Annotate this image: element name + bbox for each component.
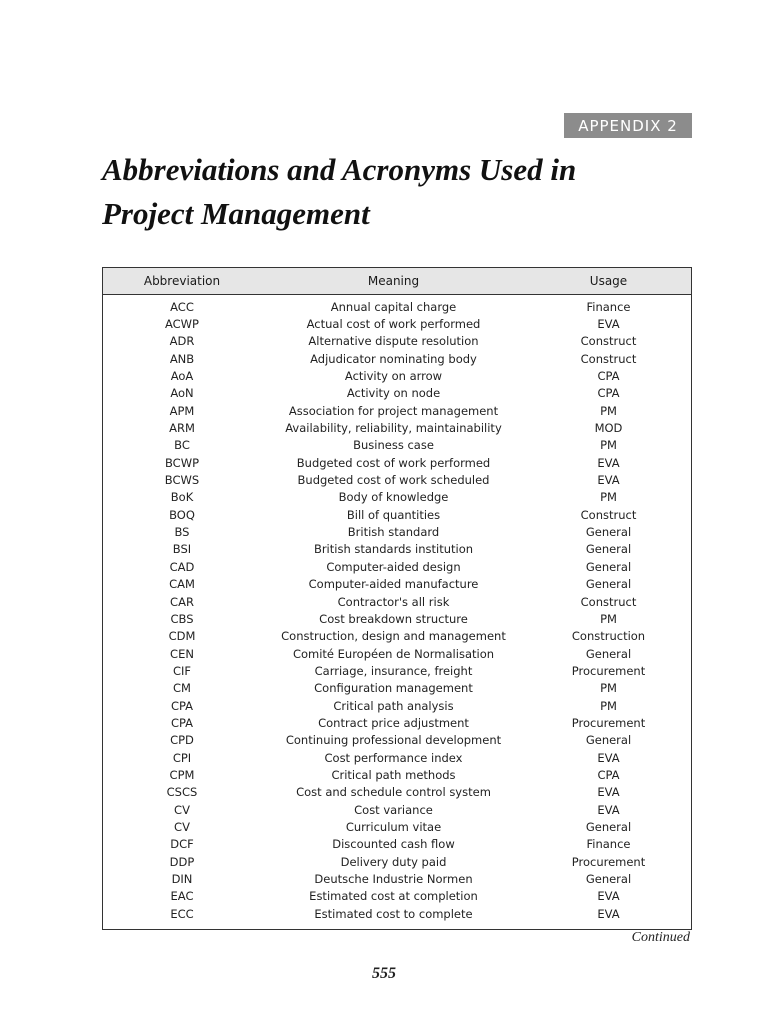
continued-label: Continued xyxy=(631,930,690,945)
table-row xyxy=(103,315,691,332)
cell-meaning: Actual cost of work performed xyxy=(306,317,481,332)
cell-meaning: British standards institution xyxy=(313,542,474,557)
cell-usage: General xyxy=(585,819,632,834)
cell-usage: EVA xyxy=(597,473,620,488)
cell-usage: CPA xyxy=(597,369,620,384)
table-row xyxy=(103,454,691,471)
cell-meaning: Delivery duty paid xyxy=(340,854,447,869)
cell-abbreviation: BS xyxy=(174,525,190,540)
cell-meaning: Activity on arrow xyxy=(344,369,443,384)
title-line-2: Project Management xyxy=(102,196,370,231)
table-row xyxy=(103,576,691,593)
cell-meaning: Adjudicator nominating body xyxy=(310,351,477,366)
cell-meaning: Critical path methods xyxy=(331,767,456,782)
cell-abbreviation: CSCS xyxy=(166,785,198,800)
table-row xyxy=(103,419,691,436)
cell-usage: General xyxy=(585,559,632,574)
table-row xyxy=(103,697,691,714)
cell-meaning: Contract price adjustment xyxy=(318,715,469,730)
cell-meaning: Annual capital charge xyxy=(330,299,457,314)
cell-usage: Finance xyxy=(586,299,631,314)
cell-abbreviation: CPM xyxy=(169,767,195,782)
table-row xyxy=(103,749,691,766)
abbreviations-table xyxy=(102,267,692,930)
cell-usage: CPA xyxy=(597,767,620,782)
cell-usage: Construct xyxy=(580,334,637,349)
cell-meaning: Computer-aided design xyxy=(326,559,461,574)
cell-abbreviation: CPD xyxy=(170,733,194,748)
table-row xyxy=(103,628,691,645)
table-row xyxy=(103,523,691,540)
cell-abbreviation: ECC xyxy=(170,906,194,921)
cell-abbreviation: BoK xyxy=(170,490,194,505)
table-row xyxy=(103,489,691,506)
header-abbreviation: Abbreviation xyxy=(143,274,221,288)
cell-usage: EVA xyxy=(597,785,620,800)
cell-abbreviation: ACC xyxy=(170,299,194,314)
page-number: 555 xyxy=(372,965,396,982)
cell-usage: EVA xyxy=(597,455,620,470)
cell-abbreviation: CPI xyxy=(172,750,192,765)
cell-abbreviation: BC xyxy=(174,438,190,453)
cell-meaning: Construction, design and management xyxy=(281,629,506,644)
cell-usage: EVA xyxy=(597,802,620,817)
cell-meaning: Continuing professional development xyxy=(285,733,502,748)
cell-abbreviation: DDP xyxy=(169,854,195,869)
cell-abbreviation: CV xyxy=(174,802,190,817)
table-row xyxy=(103,541,691,558)
cell-meaning: Critical path analysis xyxy=(333,698,454,713)
cell-usage: General xyxy=(585,733,632,748)
cell-meaning: Discounted cash flow xyxy=(332,837,455,852)
table-row xyxy=(103,680,691,697)
cell-meaning: Budgeted cost of work performed xyxy=(296,455,491,470)
cell-meaning: Association for project management xyxy=(288,403,499,418)
cell-usage: Construct xyxy=(580,594,637,609)
cell-abbreviation: CV xyxy=(174,819,190,834)
page-title xyxy=(102,148,702,236)
cell-abbreviation: CIF xyxy=(172,663,192,678)
table-row xyxy=(103,766,691,783)
cell-usage: General xyxy=(585,542,632,557)
table-row xyxy=(103,836,691,853)
cell-abbreviation: CPA xyxy=(170,715,194,730)
cell-meaning: Configuration management xyxy=(314,681,473,696)
cell-meaning: Deutsche Industrie Normen xyxy=(314,872,473,887)
cell-usage: PM xyxy=(600,681,617,696)
table-row xyxy=(103,506,691,523)
cell-meaning: Cost performance index xyxy=(324,750,463,765)
cell-abbreviation: BCWS xyxy=(164,473,200,488)
cell-usage: PM xyxy=(600,438,617,453)
table-row xyxy=(103,385,691,402)
cell-usage: Finance xyxy=(586,837,631,852)
table-row xyxy=(103,402,691,419)
cell-meaning: British standard xyxy=(347,525,440,540)
cell-meaning: Business case xyxy=(353,438,434,453)
cell-usage: PM xyxy=(600,698,617,713)
table-row xyxy=(103,610,691,627)
cell-usage: General xyxy=(585,577,632,592)
cell-usage: General xyxy=(585,525,632,540)
cell-meaning: Cost variance xyxy=(354,802,433,817)
cell-abbreviation: CAM xyxy=(169,577,195,592)
cell-meaning: Cost breakdown structure xyxy=(319,611,468,626)
cell-meaning: Estimated cost at completion xyxy=(309,889,478,904)
header-usage: Usage xyxy=(589,274,628,288)
cell-abbreviation: BCWP xyxy=(164,455,200,470)
cell-meaning: Curriculum vitae xyxy=(345,819,442,834)
cell-abbreviation: BSI xyxy=(172,542,192,557)
cell-meaning: Estimated cost to complete xyxy=(314,906,473,921)
cell-usage: EVA xyxy=(597,750,620,765)
table-header xyxy=(103,268,691,295)
cell-abbreviation: EAC xyxy=(170,889,194,904)
table-row xyxy=(103,714,691,731)
cell-usage: PM xyxy=(600,490,617,505)
cell-meaning: Cost and schedule control system xyxy=(296,785,491,800)
header-meaning: Meaning xyxy=(367,274,420,288)
table-row xyxy=(103,333,691,350)
cell-meaning: Carriage, insurance, freight xyxy=(314,663,473,678)
table-row xyxy=(103,870,691,887)
table-row xyxy=(103,905,691,922)
table-row xyxy=(103,558,691,575)
cell-usage: EVA xyxy=(597,906,620,921)
table-row xyxy=(103,367,691,384)
table-row xyxy=(103,645,691,662)
title-line-1: Abbreviations and Acronyms Used in xyxy=(102,152,577,187)
cell-abbreviation: CEN xyxy=(170,646,194,661)
cell-usage: EVA xyxy=(597,889,620,904)
cell-abbreviation: DCF xyxy=(170,837,194,852)
table-row xyxy=(103,662,691,679)
cell-abbreviation: CDM xyxy=(168,629,196,644)
table-row xyxy=(103,593,691,610)
cell-meaning: Alternative dispute resolution xyxy=(308,334,479,349)
cell-abbreviation: BOQ xyxy=(169,507,195,522)
cell-meaning: Bill of quantities xyxy=(346,507,441,522)
cell-meaning: Computer-aided manufacture xyxy=(308,577,479,592)
cell-usage: EVA xyxy=(597,317,620,332)
cell-usage: Construction xyxy=(571,629,646,644)
table-row xyxy=(103,818,691,835)
table-row xyxy=(103,801,691,818)
cell-abbreviation: ADR xyxy=(169,334,195,349)
cell-abbreviation: ARM xyxy=(169,421,195,436)
cell-usage: General xyxy=(585,646,632,661)
cell-meaning: Availability, reliability, maintainability xyxy=(285,421,502,436)
table-row xyxy=(103,471,691,488)
cell-usage: General xyxy=(585,872,632,887)
cell-usage: Procurement xyxy=(571,663,646,678)
cell-abbreviation: AoA xyxy=(170,369,194,384)
cell-usage: PM xyxy=(600,403,617,418)
table-body xyxy=(103,295,691,922)
cell-meaning: Comité Européen de Normalisation xyxy=(292,646,495,661)
cell-meaning: Contractor's all risk xyxy=(337,594,450,609)
cell-abbreviation: CBS xyxy=(170,611,194,626)
table-row xyxy=(103,298,691,315)
table-row xyxy=(103,784,691,801)
cell-abbreviation: ACWP xyxy=(164,317,199,332)
cell-usage: Construct xyxy=(580,507,637,522)
table-row xyxy=(103,350,691,367)
cell-abbreviation: AoN xyxy=(170,386,194,401)
table-row xyxy=(103,888,691,905)
cell-abbreviation: CM xyxy=(173,681,191,696)
cell-usage: Procurement xyxy=(571,715,646,730)
cell-abbreviation: DIN xyxy=(171,872,193,887)
cell-abbreviation: CAD xyxy=(169,559,195,574)
table-row xyxy=(103,732,691,749)
appendix-label: APPENDIX 2 xyxy=(564,113,692,138)
cell-meaning: Budgeted cost of work scheduled xyxy=(297,473,490,488)
cell-usage: CPA xyxy=(597,386,620,401)
cell-abbreviation: CPA xyxy=(170,698,194,713)
table-row xyxy=(103,853,691,870)
table-row xyxy=(103,437,691,454)
cell-meaning: Activity on node xyxy=(346,386,441,401)
cell-abbreviation: CAR xyxy=(170,594,194,609)
cell-usage: PM xyxy=(600,611,617,626)
cell-abbreviation: APM xyxy=(169,403,195,418)
cell-usage: Construct xyxy=(580,351,637,366)
cell-meaning: Body of knowledge xyxy=(338,490,449,505)
cell-usage: Procurement xyxy=(571,854,646,869)
cell-usage: MOD xyxy=(594,421,623,436)
cell-abbreviation: ANB xyxy=(169,351,195,366)
